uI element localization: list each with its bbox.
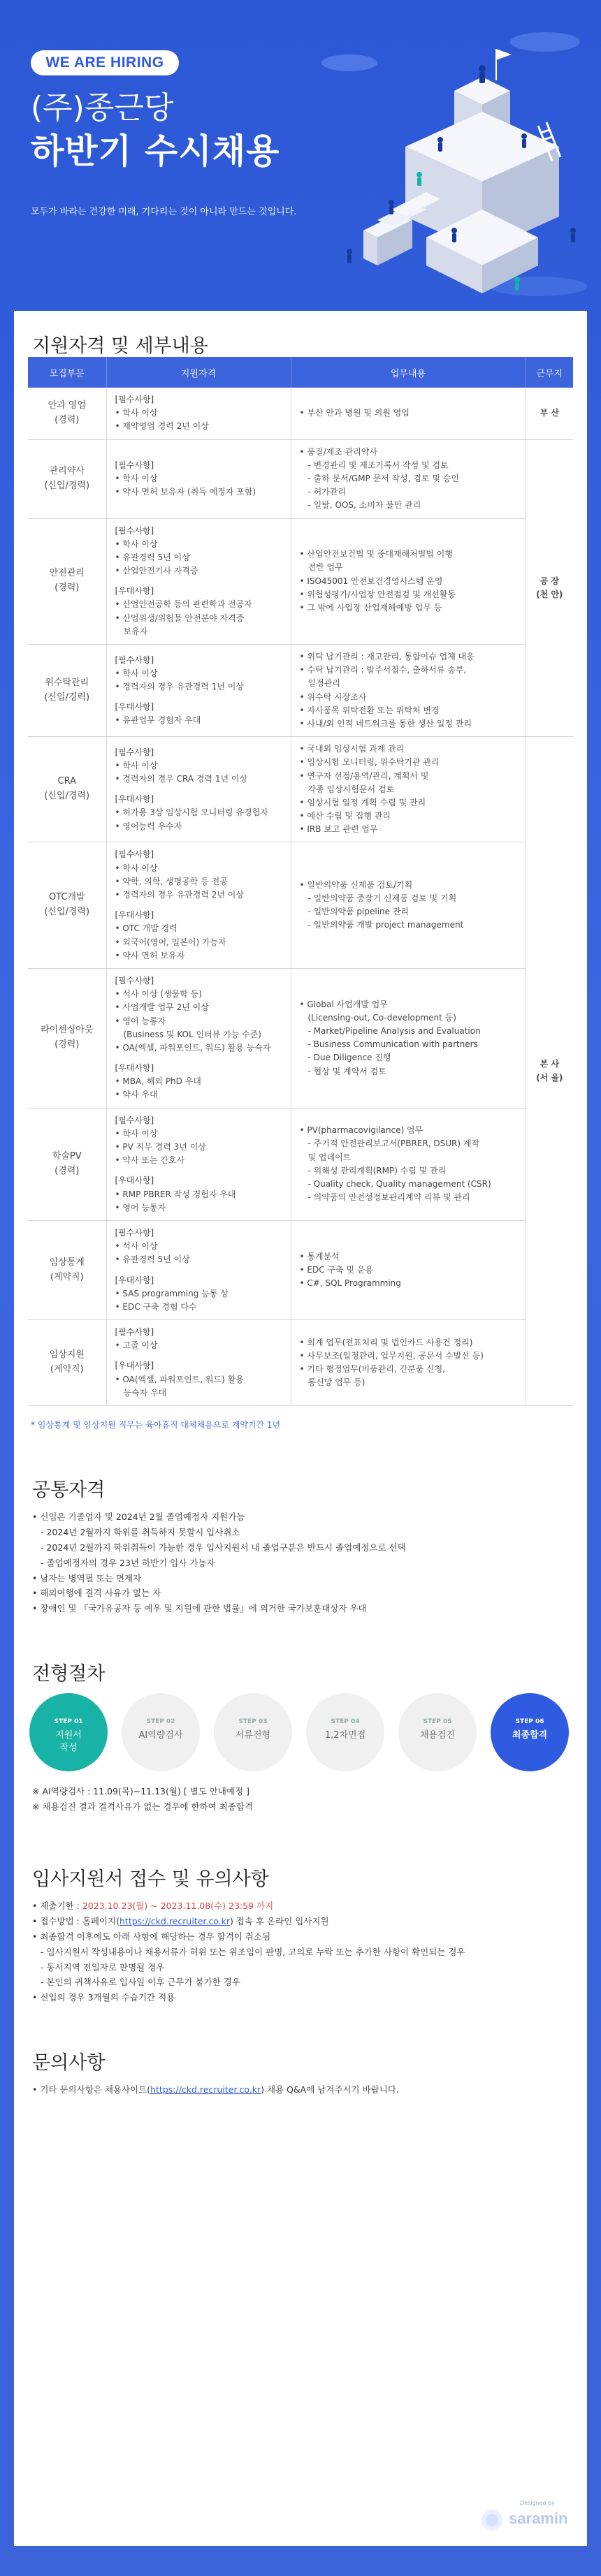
role-label: 안전관리: [49, 568, 85, 579]
duty-cell: [291, 645, 526, 737]
apply-method: • 접수방법 : 홈페이지(https://ckd.recruiter.co.kr) 접속 후 온라인 입사지원: [32, 1914, 465, 1929]
list-item: 일정관리: [307, 678, 340, 689]
role-label: (계약직): [50, 1364, 84, 1375]
role-label: (경력): [55, 1165, 80, 1176]
role-cell: [28, 645, 106, 737]
list-item: • 학사 이상: [115, 473, 158, 483]
list-item: • 사내/외 인적 네트워크를 통한 생산 일정 관리: [299, 718, 472, 729]
process-steps: [29, 1693, 581, 1777]
step-number: STEP 01: [54, 1718, 83, 1725]
step-number: STEP 05: [423, 1718, 452, 1725]
list-item: • MBA, 해외 PhD 우대: [115, 1076, 201, 1087]
list-item: - Quality check, Quality management (CSR): [307, 1178, 491, 1189]
col-header-duty: 업무내용: [291, 357, 526, 388]
list-item: • 약학, 의학, 생명공학 등 전공: [115, 876, 228, 886]
duty-cell: [291, 439, 526, 518]
step-number: STEP 04: [331, 1718, 360, 1725]
role-cell: [28, 439, 106, 518]
list-item: • 경력자의 경우 유관경력 1년 이상: [115, 681, 244, 691]
step-label: 최종합격: [512, 1730, 548, 1741]
list-item: • 경력자의 경우 유관경력 2년 이상: [115, 890, 244, 900]
section-title-jobs: 지원자격 및 세부내용: [32, 335, 208, 357]
qualification-cell: [106, 842, 291, 969]
role-label: (신입/경력): [44, 691, 90, 703]
process-note: ※ AI역량검사 : 11.09(목)~11.13(월) [ 별도 안내예정 ]: [32, 1786, 249, 1796]
role-label: 안과 영업: [48, 400, 86, 411]
list-item: • 회계 업무(전표처리 및 법인카드 사용건 정리): [299, 1337, 473, 1347]
staircase-illustration: [307, 0, 601, 321]
list-item: - Market/Pipeline Analysis and Evaluation: [307, 1026, 481, 1037]
role-label: OTC개발: [48, 892, 85, 903]
list-item: • 사업개발 업무 2년 이상: [115, 1002, 209, 1013]
qualification-cell: [106, 645, 291, 737]
list-item: • 학사 이상: [115, 1128, 158, 1139]
role-label: (신입/경력): [44, 791, 90, 802]
step-label: AI역량검사: [138, 1730, 183, 1741]
list-item: • EDC 구축 경험 다수: [115, 1301, 197, 1312]
list-item: - Business Communication with partners: [307, 1039, 478, 1050]
duty-cell: [291, 518, 526, 645]
list-item: • 유관경력 5년 이상: [115, 552, 190, 562]
spacer: [115, 1055, 282, 1062]
location-cell: 부 산: [526, 388, 573, 439]
duty-cell: [291, 1220, 526, 1319]
list-item: • 영어 능통자: [115, 1016, 166, 1026]
list-item: • 최종합격 이후에도 아래 사항에 해당하는 경우 합격이 취소됨: [32, 1929, 465, 1945]
table-row: [28, 842, 573, 969]
list-item: • 고졸 이상: [115, 1340, 158, 1351]
saramin-logo: [478, 2500, 576, 2535]
recruit-site-link[interactable]: https://ckd.recruiter.co.kr: [120, 1915, 230, 1926]
list-item: • 제약영업 경력 2년 이상: [115, 421, 209, 432]
group-heading: [필수사항]: [115, 395, 154, 404]
spacer: [115, 578, 282, 585]
spacer: [115, 1167, 282, 1174]
list-item: • 유관경력 5년 이상: [115, 1254, 190, 1265]
list-item: • 영어 능통자: [115, 1202, 166, 1213]
list-item: • 약사 면허 보유자 (취득 예정자 포함): [115, 487, 256, 497]
list-item: - 본인의 귀책사유로 입사일 이후 근무가 불가한 경우: [41, 1977, 240, 1988]
list-item: • 경력자의 경우 CRA 경력 1년 이상: [115, 774, 248, 784]
role-label: 관리약사: [49, 465, 85, 476]
list-item: • 산업안전공학 등의 관련학과 전공자: [115, 599, 252, 610]
step-label: 채용검진: [419, 1730, 456, 1741]
role-label: 라이센싱아웃: [41, 1025, 94, 1036]
group-heading: [필수사항]: [115, 654, 154, 665]
qualification-cell: [106, 1220, 291, 1319]
saramin-brand: saramin: [509, 2510, 568, 2527]
duty-cell: [291, 388, 526, 439]
contact-list: [32, 2082, 399, 2098]
process-step: [29, 1693, 108, 1771]
role-label: (신입/경력): [44, 907, 90, 918]
list-item: • 신입은 기졸업자 및 2024년 2월 졸업예정자 지원가능: [32, 1509, 406, 1525]
role-label: 임상통계: [49, 1257, 85, 1268]
list-item: • 장애인 및 『국가유공자 등 예우 및 지원에 관한 법률』에 의거한 국가보훈대상자 우대: [32, 1601, 406, 1616]
role-cell: [28, 1320, 106, 1406]
list-item: 보유자: [123, 626, 148, 636]
list-item: • 약사 우대: [115, 1090, 158, 1100]
list-item: - 졸업예정자의 경우 23년 하반기 입사 가능자: [41, 1557, 215, 1568]
list-item: • 학사 이상: [115, 668, 158, 678]
slogan: 모두가 바라는 건강한 미래, 기다리는 것이 아니라 만드는 것입니다.: [31, 207, 297, 217]
contact-text: • 기타 문의사항은 채용사이트(https://ckd.recruiter.co.kr) 채용 Q&A에 남겨주시기 바랍니다.: [32, 2082, 399, 2098]
page-title: 하반기 수시채용: [31, 131, 280, 171]
group-heading: [우대사항]: [115, 1063, 154, 1074]
list-item: • 임상시험 일정 계획 수립 및 관리: [299, 797, 426, 807]
list-item: • 부산 안과 병원 및 의원 영업: [299, 408, 410, 418]
list-item: 각종 임상시험문서 검토: [307, 784, 395, 794]
list-item: - 2024년 2월까지 학위취득이 가능한 경우 입사지원서 내 졸업구분은 반드시 졸업예정으로 선택: [41, 1542, 406, 1553]
list-item: • 산업안전보건법 및 중대재해처벌법 이행: [299, 549, 453, 559]
list-item: (Business 및 KOL 인터뷰 가능 수준): [123, 1029, 261, 1039]
list-item: • 해외여행에 결격 사유가 없는 자: [32, 1586, 406, 1601]
list-item: (Licensing-out, Co-development 등): [307, 1012, 456, 1023]
qualification-cell: [106, 518, 291, 645]
table-row: [28, 1108, 573, 1220]
list-item: - Due Diligence 진행: [307, 1053, 391, 1063]
list-item: • PV 직무 경력 3년 이상: [115, 1142, 206, 1152]
role-cell: [28, 1220, 106, 1319]
group-heading: [필수사항]: [115, 1227, 154, 1238]
list-item: • OTC 개발 경력: [115, 923, 178, 934]
group-heading: [우대사항]: [115, 1275, 154, 1285]
group-heading: [우대사항]: [115, 910, 154, 921]
qualification-cell: [106, 968, 291, 1108]
list-item: • 위수탁 시장조사: [299, 691, 367, 702]
list-item: • EDC 구축 및 운용: [299, 1264, 373, 1275]
group-heading: [필수사항]: [115, 460, 154, 470]
duty-cell: [291, 1108, 526, 1220]
duty-cell: [291, 842, 526, 969]
list-item: • 학사 이상: [115, 760, 158, 770]
qualification-cell: [106, 439, 291, 518]
list-item: 전반 업무: [307, 562, 343, 573]
list-item: - 허가관리: [307, 487, 347, 497]
list-item: • PV(pharmacovigilance) 업무: [299, 1125, 423, 1136]
list-item: • 일반의약품 신제품 검토/기획: [299, 879, 413, 890]
list-item: • 약사 또는 간호사: [115, 1155, 185, 1166]
list-item: • 자사품목 위탁전환 또는 위탁처 변경: [299, 705, 440, 715]
saramin-mark-icon: [478, 2508, 506, 2532]
list-item: - 일반의약품 중장기 신제품 검토 및 기획: [307, 893, 457, 903]
list-item: • 사무보조(일정관리, 업무지원, 공문서 수발신 등): [299, 1350, 484, 1361]
spacer: [115, 1267, 282, 1274]
list-item: - 일탈, OOS, 소비자 불만 관리: [307, 500, 421, 511]
contract-note: * 임상통계 및 임상지원 직무는 육아휴직 대체채용으로 계약기간 1년: [31, 1420, 281, 1430]
duty-cell: [291, 1320, 526, 1406]
list-item: • 기타 행정업무(비품관리, 간분품 신청,: [299, 1364, 446, 1375]
list-item: • 그 밖에 사업장 산업재해예방 업무 등: [299, 603, 442, 613]
list-item: • 허가용 3상 임상시험 모니터링 유경험자: [115, 807, 268, 818]
role-label: 위수탁관리: [45, 677, 89, 688]
group-heading: [필수사항]: [115, 747, 154, 757]
step-label: 서류전형: [235, 1730, 271, 1741]
role-cell: [28, 388, 106, 439]
list-item: • 학사 이상: [115, 539, 158, 549]
list-item: • 통계분석: [299, 1251, 340, 1261]
group-heading: [우대사항]: [115, 1361, 154, 1371]
role-label: (계약직): [50, 1271, 84, 1282]
step-number: STEP 06: [515, 1718, 544, 1725]
role-label: CRA: [57, 776, 76, 787]
process-step: [122, 1693, 200, 1771]
table-row: [28, 968, 573, 1108]
list-item: • 위탁 납기관리 : 재고관리, 통합이슈 업체 대응: [299, 652, 475, 661]
list-item: 통신망 업무 등): [307, 1377, 365, 1388]
list-item: • RMP PBRER 작성 경험자 우대: [115, 1189, 236, 1199]
process-step: [398, 1693, 477, 1771]
group-heading: [필수사항]: [115, 1327, 154, 1338]
apply-period-value: 2023.10.23(월) ~ 2023.11.08(수) 23:59 까지: [82, 1901, 274, 1911]
list-item: • 신입의 경우 3개월의 수습기간 적용: [32, 1990, 465, 2005]
role-label: 학술PV: [52, 1150, 82, 1162]
list-item: - 동시지역 전일자로 판명될 경우: [41, 1961, 165, 1973]
list-item: - 협상 및 계약서 검토: [307, 1066, 386, 1076]
group-heading: [우대사항]: [115, 586, 154, 597]
step-number: STEP 03: [238, 1718, 268, 1725]
duty-cell: [291, 968, 526, 1108]
col-header-qualification: 지원자격: [106, 357, 291, 388]
qualification-cell: [106, 737, 291, 842]
table-row: [28, 518, 573, 645]
step-label: 지원서 작성: [55, 1730, 82, 1753]
table-row: [28, 645, 573, 737]
common-qualifications-list: [32, 1509, 406, 1616]
step-label: 1,2차면접: [324, 1730, 366, 1741]
spacer: [115, 786, 282, 793]
col-header-role: 모집부문: [28, 357, 106, 388]
group-heading: [필수사항]: [115, 1115, 154, 1125]
list-item: • 약사 면허 보유자: [115, 950, 185, 960]
list-item: • 유관업무 경험자 우대: [115, 715, 201, 726]
list-item: • 산업위생/위험물 안전분야 자격증: [115, 613, 245, 623]
section-title-process: 전형절차: [32, 1663, 106, 1685]
list-item: • 임상시험 모니터링, 위수탁기관 관리: [299, 757, 440, 768]
spacer: [115, 694, 282, 701]
list-item: - 위해성 관리계획(RMP) 수립 및 관리: [307, 1165, 447, 1176]
list-item: • 산업안전기사 자격증: [115, 566, 198, 576]
process-notes: [32, 1784, 253, 1815]
role-label: (경력): [55, 414, 80, 425]
list-item: - 주기적 안전관리보고서(PBRER, DSUR) 제작: [307, 1139, 480, 1149]
spacer: [115, 902, 282, 909]
role-cell: [28, 968, 106, 1108]
table-row: [28, 1220, 573, 1319]
role-cell: [28, 1108, 106, 1220]
list-item: • 예산 수립 및 집행 관리: [299, 811, 391, 821]
list-item: • OA(엑셀, 파워포인트, 워드) 활용 능숙자: [115, 1042, 271, 1053]
col-header-location: 근무지: [526, 357, 573, 388]
company-name: (주)종근당: [31, 90, 174, 126]
process-step: [306, 1693, 384, 1771]
section-title-contact: 문의사항: [32, 2052, 106, 2074]
table-row: [28, 1320, 573, 1406]
list-item: • 석사 이상 (생물학 등): [115, 989, 202, 1000]
apply-list: [32, 1898, 465, 2005]
section-title-common: 공통자격: [32, 1479, 106, 1501]
designed-by-label: Designed by: [520, 2500, 555, 2506]
role-cell: [28, 842, 106, 969]
step-number: STEP 02: [146, 1718, 175, 1725]
jobs-table-body: [28, 388, 573, 1406]
process-step: [214, 1693, 292, 1771]
table-row: [28, 737, 573, 842]
list-item: • ISO45001 안전보건경영시스템 운영: [299, 576, 443, 586]
list-item: • 석사 이상: [115, 1241, 158, 1252]
jobs-table: [28, 357, 573, 1406]
list-item: • 품질/제조 관리약사: [299, 446, 377, 457]
list-item: • IRB 보고 관련 업무: [299, 824, 378, 835]
group-heading: [우대사항]: [115, 702, 154, 712]
list-item: • 학사 이상: [115, 408, 158, 418]
qualification-cell: [106, 1108, 291, 1220]
role-cell: [28, 518, 106, 645]
group-heading: [우대사항]: [115, 1176, 154, 1186]
list-item: • 국내외 임상시험 과제 관리: [299, 744, 405, 754]
list-item: - 입사지원서 작성내용이나 채용서류가 허위 또는 위조임이 판명, 고의로 누락 또는 추가한 사항이 확인되는 경우: [41, 1946, 465, 1957]
group-heading: [우대사항]: [115, 794, 154, 805]
qualification-cell: [106, 388, 291, 439]
list-item: - 변경관리 및 제조기록서 작성 및 검토: [307, 460, 449, 470]
contact-site-link[interactable]: https://ckd.recruiter.co.kr: [150, 2084, 261, 2095]
list-item: 및 업데이트: [307, 1152, 352, 1162]
list-item: • 외국어(영어, 일본어) 가능자: [115, 937, 226, 947]
location-cell: 본 사 (서 울): [526, 737, 573, 1406]
list-item: • 남자는 병역필 또는 면제자: [32, 1571, 406, 1586]
hero-banner: [0, 0, 601, 311]
role-label: (경력): [55, 1039, 80, 1051]
list-item: 능숙자 우대: [123, 1387, 167, 1398]
process-step: [491, 1693, 569, 1771]
group-heading: [필수사항]: [115, 975, 154, 986]
list-item: - 출하 분서/GMP 문서 작성, 검토 및 승인: [307, 473, 459, 483]
list-item: - 일반의약품 pipeline 관리: [307, 907, 410, 917]
duty-cell: [291, 737, 526, 842]
group-heading: [필수사항]: [115, 849, 154, 860]
list-item: • OA(엑셀, 파워포인트, 워드) 활용: [115, 1374, 244, 1384]
content-card: [14, 311, 587, 2546]
hiring-badge: WE ARE HIRING: [31, 50, 179, 75]
spacer: [115, 1352, 282, 1359]
location-cell: 공 장 (천 안): [526, 439, 573, 737]
section-title-apply: 입사지원서 접수 및 유의사항: [32, 1868, 269, 1890]
table-row: [28, 439, 573, 518]
list-item: • 수탁 납기관리 : 발주서접수, 출하서류 송부,: [299, 665, 467, 675]
process-note: ※ 채용검진 결과 결격사유가 없는 경우에 한하여 최종합격: [32, 1801, 254, 1812]
list-item: • 연구자 선정/용역/관리, 계획서 및: [299, 770, 429, 781]
role-label: (신입/경력): [44, 480, 90, 491]
list-item: • 위험성평가/사업장 안전점검 및 개선활동: [299, 589, 456, 599]
list-item: - 2024년 2월까지 학위를 취득하지 못할시 입사취소: [41, 1526, 240, 1537]
list-item: • SAS programming 능통 상: [115, 1288, 229, 1298]
list-item: • 영어능력 우수자: [115, 821, 182, 831]
list-item: • C#, SQL Programming: [299, 1278, 401, 1289]
list-item: - 일반의약품 개발 project management: [307, 920, 464, 930]
qualification-cell: [106, 1320, 291, 1406]
role-label: 임상지원: [49, 1349, 85, 1361]
apply-period: • 제출기한 : 2023.10.23(월) ~ 2023.11.08(수) 23:59 까지: [32, 1898, 465, 1914]
group-heading: [필수사항]: [115, 525, 154, 536]
list-item: • Global 사업개발 업무: [299, 999, 388, 1009]
list-item: • 학사 이상: [115, 863, 158, 873]
role-cell: [28, 737, 106, 842]
role-label: (경력): [55, 583, 80, 594]
list-item: - 의약품의 안전성정보관리계약 리뷰 및 관리: [307, 1192, 470, 1203]
table-row: [28, 388, 573, 439]
